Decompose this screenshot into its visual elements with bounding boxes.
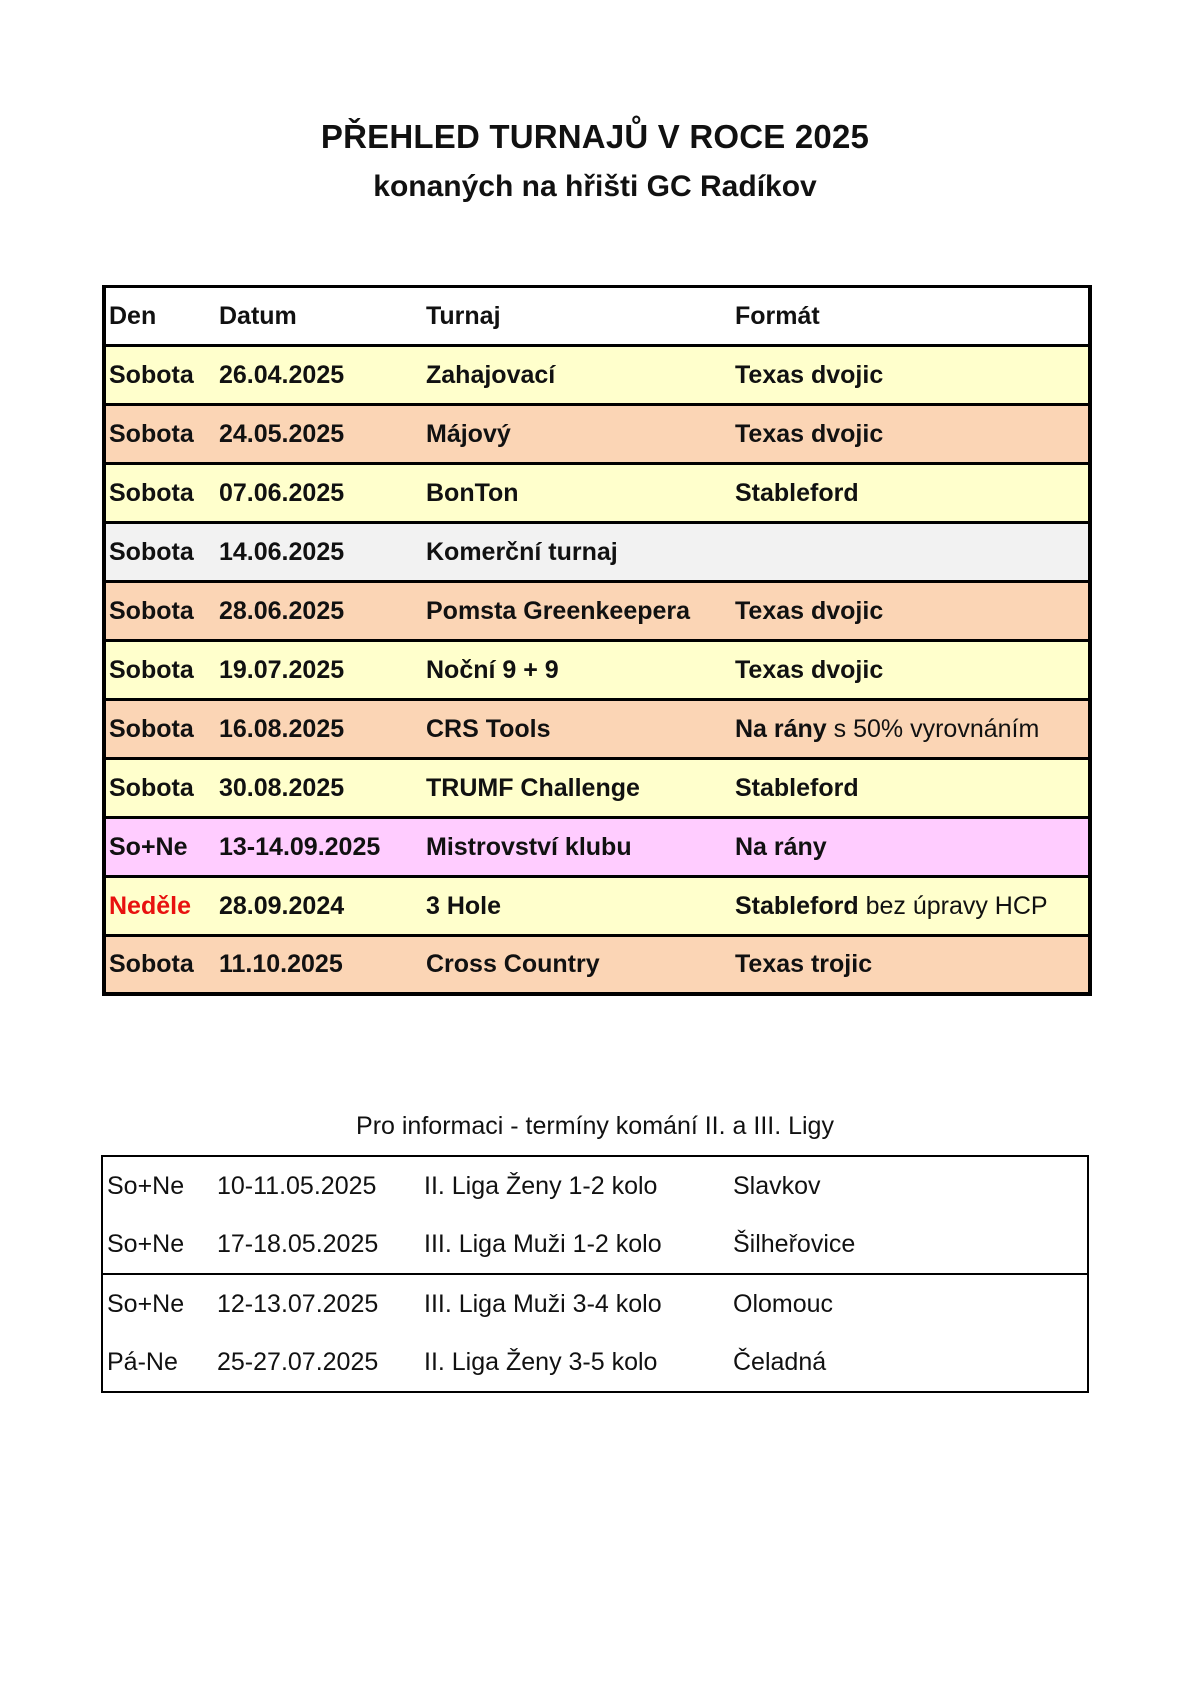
tournament-day: Sobota — [109, 419, 194, 448]
league-group — [103, 1275, 1087, 1391]
header-turnaj: Turnaj — [426, 301, 501, 330]
league-row — [103, 1333, 1087, 1391]
tournament-format-main: Na rány — [735, 832, 827, 861]
tournament-format-main: Texas dvojic — [735, 419, 884, 448]
league-round: III. Liga Muži 1-2 kolo — [424, 1229, 662, 1258]
tournament-day: Sobota — [109, 773, 194, 802]
league-venue: Šilheřovice — [733, 1229, 856, 1258]
league-round: II. Liga Ženy 3-5 kolo — [424, 1347, 658, 1376]
tournament-name: Komerční turnaj — [426, 537, 618, 566]
tournament-format-main: Texas trojic — [735, 950, 873, 978]
tournament-format-main: Stableford — [735, 478, 859, 507]
tournament-format-main: Na rány — [735, 714, 827, 743]
page-title: PŘEHLED TURNAJŮ V ROCE 2025 — [320, 118, 870, 155]
tournament-format — [735, 819, 827, 875]
league-day: So+Ne — [107, 1171, 185, 1200]
league-round: III. Liga Muži 3-4 kolo — [424, 1289, 662, 1318]
league-group — [103, 1157, 1087, 1275]
header-den: Den — [109, 301, 157, 330]
tournament-date: 19.07.2025 — [219, 655, 345, 684]
tournament-name: CRS Tools — [426, 714, 551, 743]
tournament-day: Sobota — [109, 950, 194, 978]
tournament-date: 07.06.2025 — [219, 478, 345, 507]
tournament-row — [106, 819, 1088, 878]
league-date: 10-11.05.2025 — [217, 1171, 377, 1200]
tournament-name: Cross Country — [426, 950, 600, 978]
tournament-row — [106, 524, 1088, 583]
tournament-format-main: Stableford — [735, 773, 859, 802]
tournament-format — [735, 760, 859, 816]
league-date: 12-13.07.2025 — [217, 1289, 379, 1318]
tournament-name: Pomsta Greenkeepera — [426, 596, 691, 625]
tournament-format — [735, 701, 1039, 757]
tournament-format — [735, 937, 872, 992]
tournament-row — [106, 878, 1088, 937]
tournament-day: Neděle — [109, 891, 191, 920]
tournament-name: Májový — [426, 419, 511, 448]
tournament-name: Noční 9 + 9 — [426, 655, 559, 684]
header-format: Formát — [735, 301, 820, 330]
league-table — [101, 1155, 1089, 1393]
tournament-row — [106, 406, 1088, 465]
tournament-date: 13-14.09.2025 — [219, 832, 381, 861]
tournament-row — [106, 583, 1088, 642]
tournament-format-note: bez úpravy HCP — [858, 891, 1048, 920]
tournament-day: Sobota — [109, 537, 194, 566]
tournament-date: 14.06.2025 — [219, 537, 345, 566]
tournament-date: 28.06.2025 — [219, 596, 345, 625]
tournament-format — [735, 642, 883, 698]
tournament-day: Sobota — [109, 596, 194, 625]
tournament-date: 28.09.2024 — [219, 891, 345, 920]
league-row — [103, 1215, 1087, 1273]
league-venue: Slavkov — [733, 1171, 821, 1200]
tournament-format — [735, 347, 883, 403]
tournament-format-note: s 50% vyrovnáním — [826, 714, 1040, 743]
tournament-format-main: Stableford — [735, 891, 859, 920]
tournament-row — [106, 465, 1088, 524]
tournament-format-main: Texas dvojic — [735, 360, 884, 389]
tournament-date: 26.04.2025 — [219, 360, 345, 389]
league-day: So+Ne — [107, 1289, 185, 1318]
tournament-row — [106, 701, 1088, 760]
page-subtitle: konaných na hřišti GC Radíkov — [373, 170, 817, 203]
tournament-table — [102, 285, 1092, 996]
tournament-row — [106, 760, 1088, 819]
league-row — [103, 1157, 1087, 1215]
tournament-date: 24.05.2025 — [219, 419, 345, 448]
tournament-format — [735, 583, 883, 639]
tournament-date: 16.08.2025 — [219, 714, 345, 743]
tournament-day: Sobota — [109, 655, 194, 684]
tournament-name: Zahajovací — [426, 360, 556, 389]
league-row — [103, 1275, 1087, 1333]
tournament-row — [106, 937, 1088, 992]
tournament-day: Sobota — [109, 478, 194, 507]
tournament-name: 3 Hole — [426, 891, 502, 920]
tournament-name: Mistrovství klubu — [426, 832, 632, 861]
league-date: 25-27.07.2025 — [217, 1347, 379, 1376]
league-venue: Čeladná — [733, 1347, 827, 1376]
tournament-table-header — [106, 288, 1088, 347]
tournament-format — [735, 878, 1048, 934]
tournament-day: So+Ne — [109, 832, 188, 861]
tournament-format — [735, 465, 859, 521]
tournament-row — [106, 642, 1088, 701]
league-info-title: Pro informaci - termíny komání II. a III. Ligy — [356, 1112, 834, 1140]
league-date: 17-18.05.2025 — [217, 1229, 379, 1258]
tournament-name: BonTon — [426, 478, 519, 507]
league-day: So+Ne — [107, 1229, 185, 1258]
tournament-format-main: Texas dvojic — [735, 655, 884, 684]
tournament-day: Sobota — [109, 714, 194, 743]
league-day: Pá-Ne — [107, 1347, 178, 1376]
league-venue: Olomouc — [733, 1289, 834, 1318]
header-datum: Datum — [219, 301, 297, 330]
tournament-name: TRUMF Challenge — [426, 773, 640, 802]
tournament-format — [735, 406, 883, 462]
tournament-row — [106, 347, 1088, 406]
league-round: II. Liga Ženy 1-2 kolo — [424, 1171, 658, 1200]
tournament-format-main: Texas dvojic — [735, 596, 884, 625]
tournament-date: 11.10.2025 — [219, 950, 343, 978]
tournament-date: 30.08.2025 — [219, 773, 345, 802]
tournament-day: Sobota — [109, 360, 194, 389]
